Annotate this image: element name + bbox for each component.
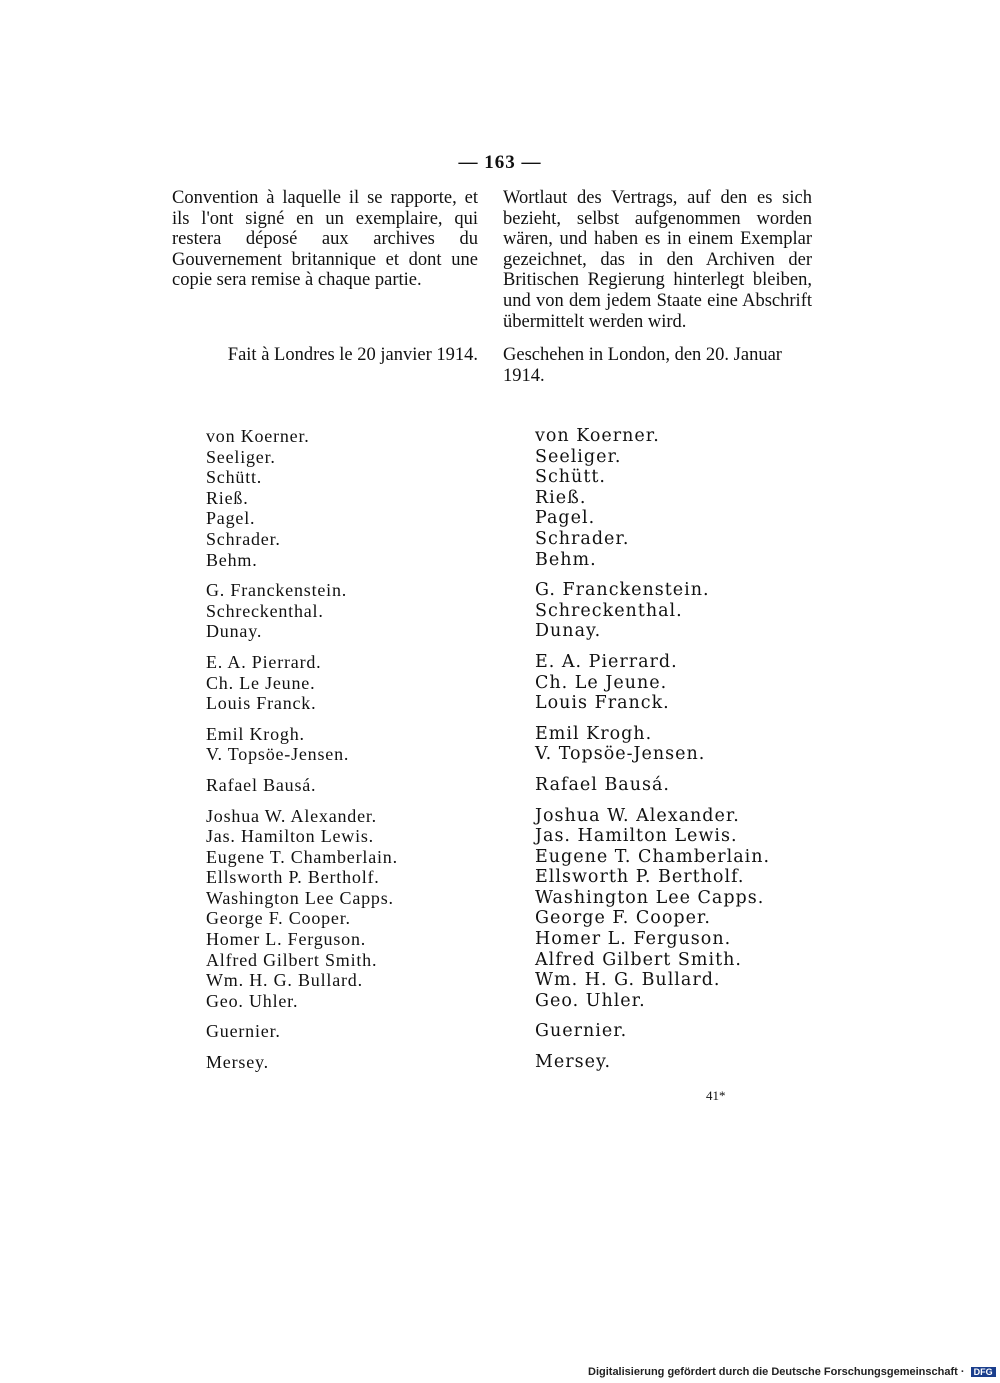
signature-name: E. A. Pierrard.	[535, 651, 678, 672]
signature-name: Guernier.	[206, 1021, 281, 1042]
signature-name: Ellsworth P. Bertholf.	[535, 867, 745, 888]
signature-name: Schütt.	[206, 467, 263, 488]
signature-name: Schrader.	[535, 528, 630, 549]
signature-name: Pagel.	[206, 508, 256, 529]
signature-group	[206, 1052, 398, 1073]
signature-name: Geo. Uhler.	[206, 990, 299, 1011]
signature-group	[206, 580, 398, 642]
signature-name: Louis Franck.	[206, 693, 317, 714]
signature-group	[206, 652, 398, 714]
signature-name: Pagel.	[535, 508, 596, 529]
signature-name: Alfred Gilbert Smith.	[535, 949, 742, 970]
signature-name: Jas. Hamilton Lewis.	[206, 826, 374, 847]
signature-name: Behm.	[535, 549, 597, 570]
signature-name: von Koerner.	[535, 426, 660, 446]
signature-name: Dunay.	[535, 621, 602, 642]
signature-group	[535, 724, 770, 765]
signature-name: Ch. Le Jeune.	[535, 672, 668, 693]
signature-name: Rieß.	[206, 487, 249, 508]
signature-name: Mersey.	[206, 1052, 269, 1073]
signature-name: Alfred Gilbert Smith.	[206, 949, 378, 970]
signature-name: Louis Franck.	[535, 693, 670, 714]
signature-name: Homer L. Ferguson.	[206, 929, 367, 950]
dfg-logo: DFG	[971, 1367, 996, 1377]
signature-group	[535, 1052, 770, 1073]
french-signature-list	[206, 426, 398, 1083]
signature-group	[206, 775, 398, 796]
signature-name: Eugene T. Chamberlain.	[206, 846, 398, 867]
signature-name: Schrader.	[206, 528, 281, 549]
signature-name: Wm. H. G. Bullard.	[535, 970, 721, 991]
signature-name: Wm. H. G. Bullard.	[206, 970, 363, 991]
signature-group	[206, 806, 398, 1012]
signature-name: Behm.	[206, 549, 258, 570]
signature-name: G. Franckenstein.	[535, 580, 710, 601]
german-date-line: Geschehen in London, den 20. Januar 1914.	[503, 345, 782, 386]
signature-name: Seeliger.	[535, 446, 622, 467]
signature-name: Jas. Hamilton Lewis.	[535, 826, 738, 847]
signature-name: Geo. Uhler.	[535, 990, 646, 1011]
signature-name: Dunay.	[206, 621, 263, 642]
signature-name: Homer L. Ferguson.	[535, 929, 732, 950]
digitization-footer	[588, 1366, 996, 1378]
signature-name: Ellsworth P. Bertholf.	[206, 867, 380, 888]
signature-name: Mersey.	[535, 1052, 612, 1073]
signature-name: George F. Cooper.	[206, 908, 351, 929]
signature-name: V. Topsöe-Jensen.	[206, 744, 350, 765]
signature-name: von Koerner.	[206, 426, 310, 446]
french-date-line: Fait à Londres le 20 janvier 1914.	[227, 345, 478, 365]
signature-name: Schreckenthal.	[535, 600, 683, 621]
signature-group	[535, 806, 770, 1012]
signature-name: Rafael Bausá.	[206, 774, 317, 795]
german-column	[503, 188, 812, 332]
french-paragraph: Convention à laquelle il se rapporte, et ils l'ont signé en un exemplaire, qui restera déposé aux archives du Gouvernement britannique et dont une copie sera remise à chaque partie.	[172, 188, 478, 291]
signature-name: George F. Cooper.	[535, 908, 711, 929]
signature-name: Emil Krogh.	[535, 723, 653, 744]
signature-group	[206, 1021, 398, 1042]
german-signature-list	[535, 426, 770, 1083]
signature-group	[206, 724, 398, 765]
signature-name: G. Franckenstein.	[206, 580, 348, 601]
sheet-mark: 41*	[706, 1088, 726, 1103]
signature-name: Eugene T. Chamberlain.	[535, 846, 771, 867]
signature-name: Washington Lee Capps.	[535, 887, 765, 908]
signature-name: Joshua W. Alexander.	[535, 805, 740, 826]
signature-group	[535, 775, 770, 796]
signature-name: Guernier.	[535, 1021, 628, 1042]
signature-name: Joshua W. Alexander.	[206, 805, 377, 826]
signature-name: Washington Lee Capps.	[206, 887, 394, 908]
signature-name: Rafael Bausá.	[535, 774, 670, 795]
signature-name: E. A. Pierrard.	[206, 651, 322, 672]
french-column	[172, 188, 478, 291]
signature-name: Emil Krogh.	[206, 723, 305, 744]
signature-group	[535, 426, 770, 570]
signature-group	[535, 580, 770, 642]
signature-name: Rieß.	[535, 487, 587, 508]
signature-name: Ch. Le Jeune.	[206, 672, 316, 693]
signature-group	[535, 1021, 770, 1042]
signature-name: Schütt.	[535, 467, 606, 488]
footer-text: Digitalisierung gefördert durch die Deutsche Forschungsgemeinschaft ·	[588, 1366, 965, 1378]
german-paragraph: Wortlaut des Vertrags, auf den es sich bezieht, selbst aufgenommen worden wären, und haben es in einem Exemplar gezeichnet, das in den Archiven der Britischen Regierung hinterlegt bleiben, und von dem jedem Staate eine Abschrift übermittelt werden wird.	[503, 188, 812, 332]
signature-group	[206, 426, 398, 570]
signature-name: Schreckenthal.	[206, 600, 324, 621]
signature-name: Seeliger.	[206, 446, 276, 467]
signature-name: V. Topsöe-Jensen.	[535, 744, 706, 765]
signature-group	[535, 652, 770, 714]
page-number: — 163 —	[458, 152, 542, 173]
